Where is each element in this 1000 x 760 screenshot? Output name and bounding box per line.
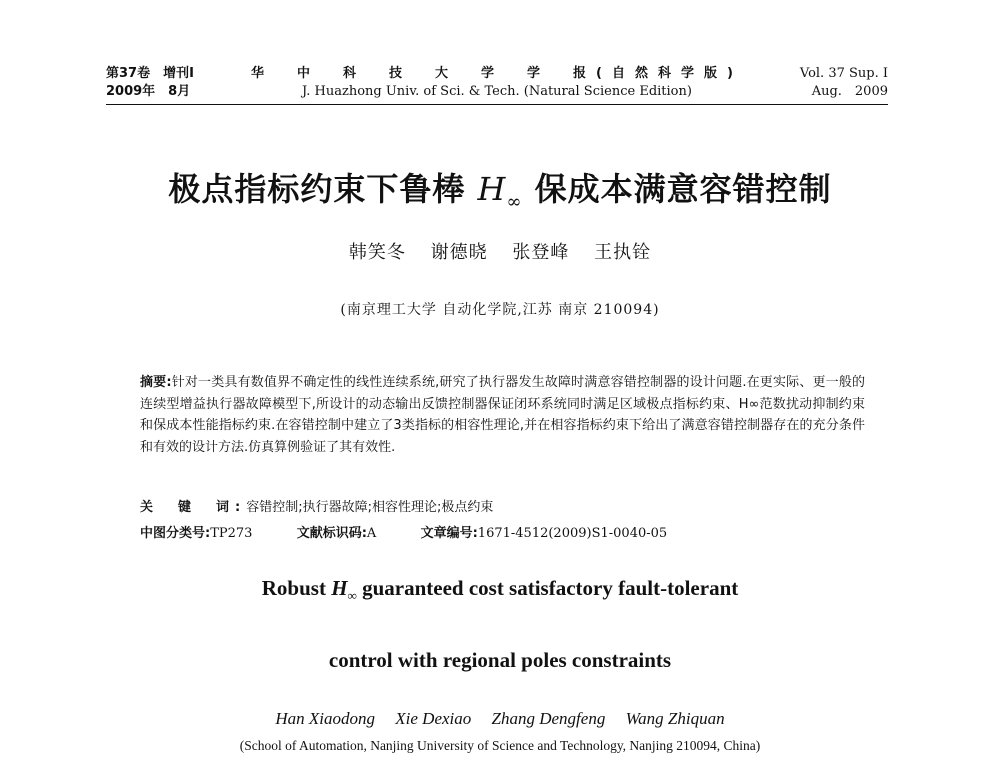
affiliation-cn: (南京理工大学 自动化学院,江苏 南京 210094) xyxy=(340,302,660,318)
doc-code-label: 文献标识码: xyxy=(296,526,367,541)
journal-name-cn: 华 中 科 技 大 学 学 报(自然科学版) xyxy=(251,66,743,81)
author-en: Han Xiaodong xyxy=(275,709,376,728)
author-cn: 谢德晓 xyxy=(430,242,488,263)
volume-issue-en: Vol. 37 Sup. Ⅰ xyxy=(799,66,888,81)
journal-name-en: J. Huazhong Univ. of Sci. & Tech. (Natural Science Edition) xyxy=(302,84,692,99)
paper-title-en-line1 xyxy=(0,576,1000,604)
keywords-text: 容错控制;执行器故障;相容性理论;极点约束 xyxy=(246,500,494,515)
header-rule xyxy=(106,104,888,105)
author-en: Zhang Dengfeng xyxy=(491,709,606,728)
paper-title-cn xyxy=(0,164,1000,212)
infinity-subscript: ∞ xyxy=(506,191,523,213)
keywords xyxy=(140,496,493,515)
h-letter: H xyxy=(477,170,507,208)
journal-header-line1 xyxy=(106,66,888,82)
abstract-text: 针对一类具有数值界不确定性的线性连续系统,研究了执行器发生故障时满意容错控制器的设计问题.在更实际、更一般的连续型增益执行器故障模型下,所设计的动态输出反馈控制器保证闭环系统同时满足区域极点指标约束、H∞范数扰动抑制约束和保成本性能指标约束.在容错控制中建立了3类指标的相容性理论,并在相容指标约束下给出了满意容错控制器存在的充分条件和有效的设计方法.仿真算例验证了其有效性. xyxy=(140,375,866,455)
journal-header-line2 xyxy=(106,84,888,100)
paper-title-en-line2: control with regional poles constraints xyxy=(328,648,672,672)
author-cn: 张登峰 xyxy=(512,242,570,263)
affiliation-en: (School of Automation, Nanjing University of Science and Technology, Nanjing 210094, China) xyxy=(239,738,761,753)
author-en: Xie Dexiao xyxy=(395,709,472,728)
h-letter-en: H xyxy=(331,576,348,600)
title-cn-part1: 极点指标约束下鲁棒 xyxy=(168,170,466,208)
title-en-part1: Robust xyxy=(261,576,332,600)
title-en-part2: guaranteed cost satisfactory fault-tolerant xyxy=(356,576,739,600)
infinity-subscript-en: ∞ xyxy=(347,588,357,604)
author-cn: 韩笑冬 xyxy=(348,242,406,263)
article-number-value: 1671-4512(2009)S1-0040-05 xyxy=(477,526,668,541)
keywords-label: 关 键 词: xyxy=(140,500,247,515)
title-cn-part2: 保成本满意容错控制 xyxy=(534,170,832,208)
authors-en xyxy=(0,709,1000,729)
clc-value: TP273 xyxy=(210,526,253,541)
abstract-cn xyxy=(140,372,865,458)
abstract-label: 摘要: xyxy=(140,375,172,390)
author-cn: 王执铨 xyxy=(594,242,652,263)
volume-issue: 第37卷 增刊Ⅰ xyxy=(106,66,194,81)
classification-line xyxy=(140,522,667,541)
authors-cn xyxy=(0,238,1000,264)
clc-label: 中图分类号: xyxy=(140,526,211,541)
author-en: Wang Zhiquan xyxy=(625,709,725,728)
h-infinity-symbol-en xyxy=(331,576,357,604)
doc-code-value: A xyxy=(366,526,377,541)
publication-date-cn: 2009年 8月 xyxy=(106,84,191,99)
article-number-label: 文章编号: xyxy=(420,526,478,541)
publication-date-en: Aug. 2009 xyxy=(811,84,888,99)
h-infinity-symbol xyxy=(477,170,523,213)
